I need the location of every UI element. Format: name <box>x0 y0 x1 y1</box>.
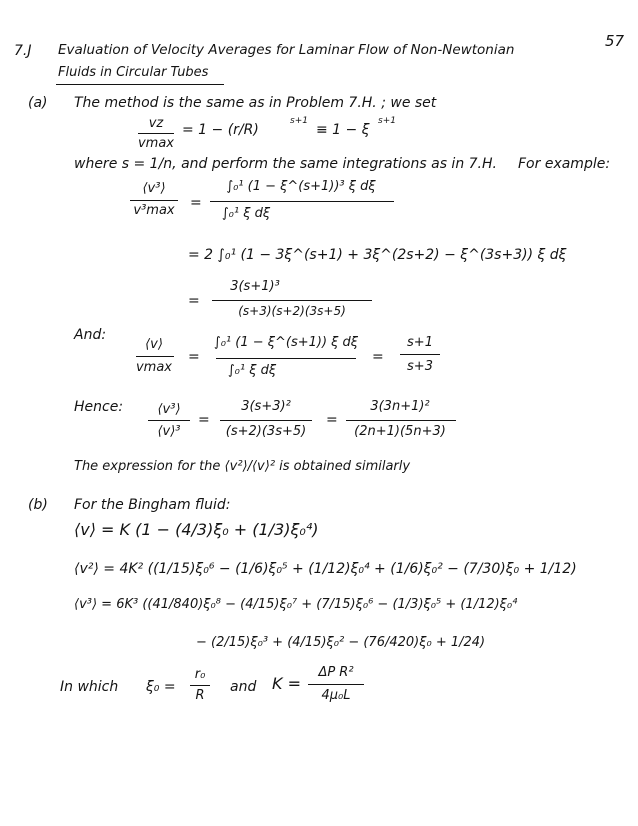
bingham-v1: ⟨v⟩ = K (1 − (4/3)ξ₀ + (1/3)ξ₀⁴) <box>74 520 319 539</box>
part-b-intro: For the Bingham fluid: <box>74 497 231 513</box>
part-a-intro: The method is the same as in Problem 7.H. ; we set <box>74 95 437 111</box>
eq6-equals: = <box>198 412 210 428</box>
eq2-lhs-numerator: ⟨v³⟩ <box>142 181 166 196</box>
eq6-middle-denominator: (s+2)(3s+5) <box>225 424 307 439</box>
eq4-numerator: 3(s+1)³ <box>230 279 280 294</box>
eq5-rhs-numerator: s+1 <box>407 335 433 350</box>
eq6-equals-2: = <box>326 412 338 428</box>
eq5-lhs-denominator: vmax <box>135 360 173 375</box>
page-number: 57 <box>605 32 625 50</box>
problem-title-line2: Fluids in Circular Tubes <box>58 65 209 80</box>
in-which-label: In which <box>60 679 119 695</box>
eq2-numerator: ∫₀¹ (1 − ξ^(s+1))³ ξ dξ <box>226 179 376 194</box>
and-label: And: <box>74 327 107 343</box>
bingham-v2: ⟨v²⟩ = 4K² ((1/15)ξ₀⁶ − (1/6)ξ₀⁵ + (1/12)ξ₀⁴ + (1/6)ξ₀² − (7/30)ξ₀ + 1/12) <box>74 561 577 577</box>
bingham-v3-line1: ⟨v³⟩ = 6K³ ((41/840)ξ₀⁸ − (4/15)ξ₀⁷ + (7/15)ξ₀⁶ − (1/3)ξ₀⁵ + (1/12)ξ₀⁴ <box>74 597 518 612</box>
K-definition-denominator: 4μ₀L <box>321 688 351 703</box>
title-underline <box>56 84 224 85</box>
K-definition-numerator: ΔP R² <box>318 665 354 680</box>
problem-number: 7.J <box>14 43 32 59</box>
eq1-lhs-denominator: vmax <box>137 136 175 151</box>
xi0-definition-lhs: ξ₀ = <box>146 679 176 695</box>
eq5-denominator: ∫₀¹ ξ dξ <box>227 363 277 378</box>
eq5-rhs-fraction-bar <box>400 354 440 355</box>
eq1-rhs-exponent: s+1 <box>378 116 396 126</box>
eq5-numerator: ∫₀¹ (1 − ξ^(s+1)) ξ dξ <box>213 335 359 350</box>
eq6-middle-fraction-bar <box>220 420 312 421</box>
eq6-middle-numerator: 3(s+3)² <box>241 399 291 414</box>
K-definition-fraction-bar <box>308 684 364 685</box>
eq6-rhs-numerator: 3(3n+1)² <box>370 399 430 414</box>
for-example: For example: <box>518 156 611 172</box>
eq1-fraction-bar <box>138 133 174 134</box>
eq6-lhs-fraction-bar <box>148 420 190 421</box>
K-definition-lhs: K = <box>272 674 301 693</box>
eq2-lhs-fraction-bar <box>130 200 178 201</box>
part-a-label: (a) <box>28 95 48 111</box>
eq3: = 2 ∫₀¹ (1 − 3ξ^(s+1) + 3ξ^(2s+2) − ξ^(3s+3)) ξ dξ <box>188 247 567 263</box>
and-word: and <box>230 679 257 695</box>
eq2-denominator: ∫₀¹ ξ dξ <box>221 206 271 221</box>
eq5-lhs-fraction-bar <box>136 356 174 357</box>
where-line: where s = 1/n, and perform the same integrations as in 7.H. <box>74 156 497 172</box>
hence-label: Hence: <box>74 399 124 415</box>
closing-sentence: The expression for the ⟨v²⟩/⟨v⟩² is obtained similarly <box>74 459 411 474</box>
eq1-middle: = 1 − (r/R) <box>182 122 259 138</box>
eq1-middle-exponent: s+1 <box>290 116 308 126</box>
eq6-lhs-numerator: ⟨v³⟩ <box>157 402 181 417</box>
eq2-lhs-denominator: v³max <box>133 203 175 218</box>
xi0-definition-fraction-bar <box>190 685 210 686</box>
eq6-rhs-fraction-bar <box>346 420 456 421</box>
eq5-equals-2: = <box>372 349 384 365</box>
bingham-v3-line2: − (2/15)ξ₀³ + (4/15)ξ₀² − (76/420)ξ₀ + 1/24) <box>196 635 486 650</box>
xi0-definition-numerator: r₀ <box>194 667 206 682</box>
eq4-equals: = <box>188 293 200 309</box>
xi0-definition-denominator: R <box>195 688 205 703</box>
eq1-rhs: ≡ 1 − ξ <box>316 122 370 138</box>
eq6-rhs-denominator: (2n+1)(5n+3) <box>354 424 446 439</box>
eq6-lhs-denominator: ⟨v⟩³ <box>157 424 181 439</box>
problem-title-line1: Evaluation of Velocity Averages for Laminar Flow of Non-Newtonian <box>58 42 515 58</box>
eq5-fraction-bar <box>216 358 356 359</box>
eq5-rhs-denominator: s+3 <box>407 359 433 374</box>
eq4-fraction-bar <box>212 300 372 301</box>
eq2-equals: = <box>190 195 202 211</box>
eq5-equals: = <box>188 349 200 365</box>
part-b-label: (b) <box>28 497 48 513</box>
eq4-denominator: (s+3)(s+2)(3s+5) <box>238 304 346 318</box>
eq5-lhs-numerator: ⟨v⟩ <box>145 337 163 352</box>
eq1-lhs-numerator: vz <box>148 116 164 131</box>
eq2-fraction-bar <box>210 201 394 202</box>
